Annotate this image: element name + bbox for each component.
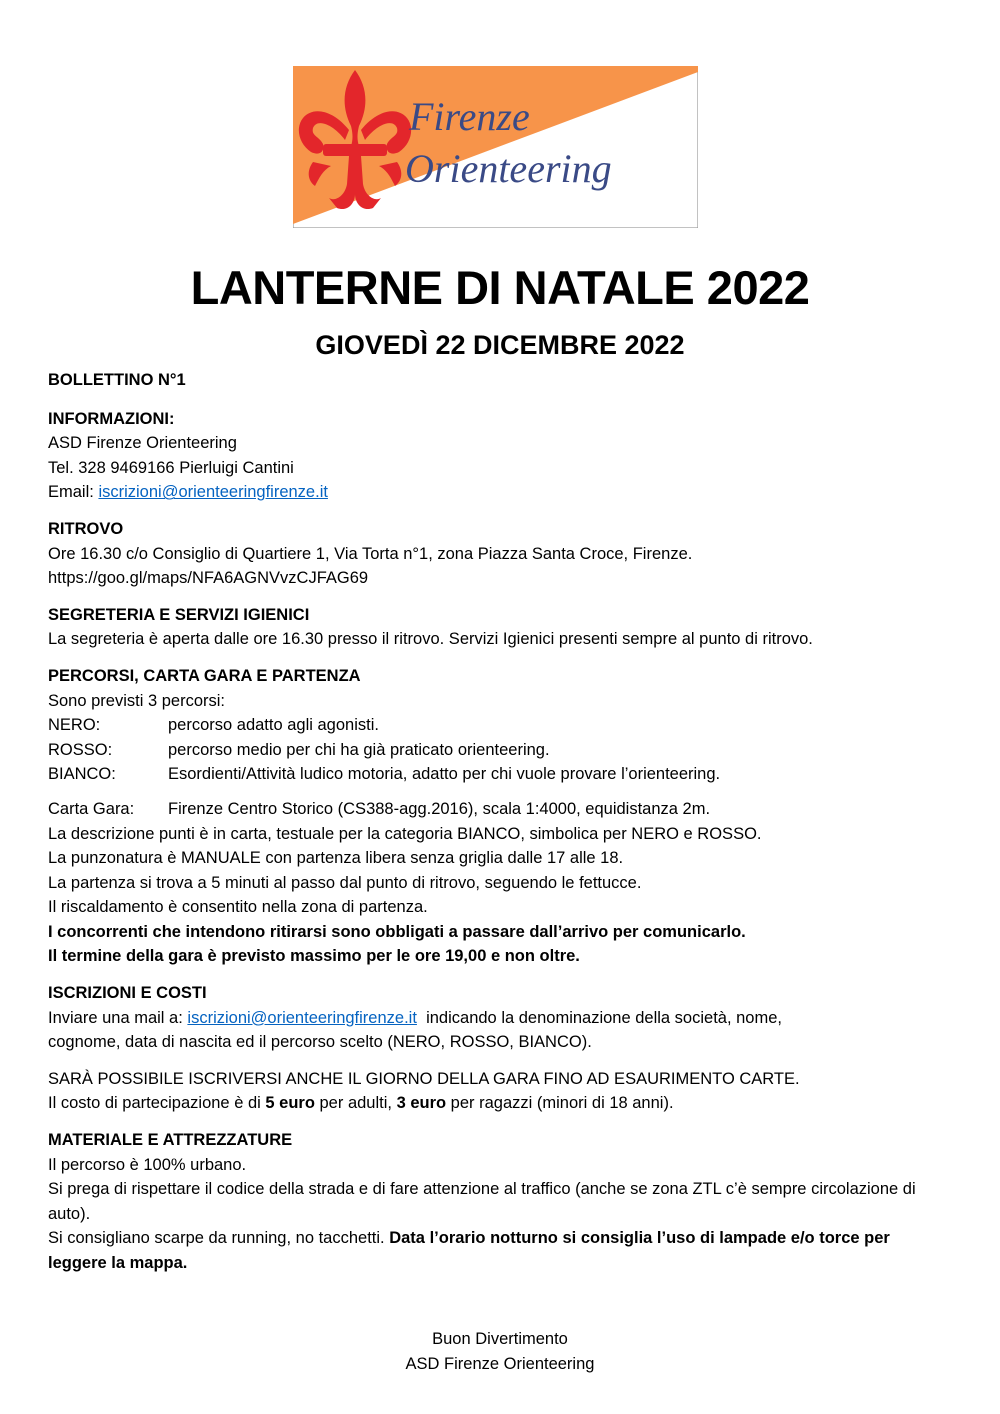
event-date: GIOVEDÌ 22 DICEMBRE 2022 (315, 330, 685, 360)
map-description: Firenze Centro Storico (CS388-agg.2016), scala 1:4000, equidistanza 2m. (168, 799, 711, 818)
bulletin-content (48, 368, 948, 1288)
course-label: NERO: (48, 716, 101, 735)
closing-signature: ASD Firenze Orienteering (405, 1355, 595, 1373)
section-segreteria (48, 603, 948, 652)
urban-course-text: Il percorso è 100% urbano. (48, 1155, 247, 1174)
section-percorsi (48, 664, 948, 969)
phone-line: Tel. 328 9469166 Pierluigi Cantini (48, 458, 294, 477)
cost-adult: 5 euro (265, 1094, 315, 1113)
course-label: ROSSO: (48, 740, 113, 759)
maps-url: https://goo.gl/maps/NFA6AGNVvzCJFAG69 (48, 569, 369, 588)
footer (0, 1327, 1000, 1377)
section-informazioni (48, 407, 948, 505)
course-label: BIANCO: (48, 765, 116, 784)
withdrawal-notice: I concorrenti che intendono ritirarsi sono obbligati a passare dall’arrivo per comunicarlo. (48, 922, 746, 941)
section-ritrovo (48, 517, 948, 591)
course-row-nero (48, 713, 948, 738)
email-line (48, 480, 948, 505)
end-time-notice: Il termine della gara è previsto massimo per le ore 19,00 e non oltre. (48, 947, 580, 966)
cost-line (48, 1091, 948, 1116)
cost-kids: 3 euro (396, 1094, 447, 1113)
section-heading: RITROVO (48, 519, 124, 538)
section-heading: SEGRETERIA E SERVIZI IGIENICI (48, 605, 310, 624)
section-materiale (48, 1128, 948, 1276)
email-link[interactable]: iscrizioni@orienteeringfirenze.it (98, 483, 328, 502)
section-heading: PERCORSI, CARTA GARA E PARTENZA (48, 666, 361, 685)
section-iscrizioni (48, 981, 948, 1116)
course-description: Esordienti/Attività ludico motoria, adatto per chi vuole provare l’orienteering. (168, 765, 721, 784)
svg-text:Orienteering: Orienteering (405, 146, 612, 191)
firenze-orienteering-logo (293, 66, 698, 228)
registration-details: cognome, data di nascita ed il percorso scelto (NERO, ROSSO, BIANCO). (48, 1033, 592, 1052)
cost-text: per ragazzi (minori di 18 anni). (446, 1094, 674, 1113)
cost-text: Il costo di partecipazione è di (48, 1094, 266, 1113)
closing-greeting: Buon Divertimento (432, 1330, 568, 1348)
section-heading: MATERIALE E ATTREZZATURE (48, 1131, 293, 1150)
segreteria-text: La segreteria è aperta dalle ore 16.30 presso il ritrovo. Servizi Igienici presenti sempre al punto di ritrovo. (48, 630, 813, 649)
info-line: La partenza si trova a 5 minuti al passo dal punto di ritrovo, seguendo le fettucce. (48, 873, 642, 892)
same-day-notice: SARÀ POSSIBILE ISCRIVERSI ANCHE IL GIORNO DELLA GARA FINO AD ESAURIMENTO CARTE. (48, 1069, 800, 1088)
organizer-name: ASD Firenze Orienteering (48, 434, 237, 453)
equipment-notice (48, 1226, 948, 1275)
info-line: Il riscaldamento è consentito nella zona di partenza. (48, 898, 428, 917)
bulletin-number: BOLLETTINO N°1 (48, 371, 186, 389)
shoes-text: Si consigliano scarpe da running, no tacchetti. (48, 1229, 390, 1248)
course-description: percorso medio per chi ha già praticato orienteering. (168, 740, 550, 759)
section-heading: INFORMAZIONI: (48, 409, 175, 428)
email-label: Email: (48, 483, 99, 502)
lamp-notice: Data l’orario notturno si consiglia l’uso di lampade e/o torce per leggere la mappa. (48, 1229, 890, 1272)
svg-text:Firenze: Firenze (409, 94, 530, 139)
registration-line (48, 1006, 948, 1031)
document-title: LANTERNE DI NATALE 2022 (190, 261, 810, 314)
section-heading: ISCRIZIONI E COSTI (48, 984, 207, 1003)
course-row-rosso (48, 738, 948, 763)
course-row-bianco (48, 762, 948, 787)
cost-text: per adulti, (314, 1094, 397, 1113)
map-row (48, 797, 948, 822)
courses-intro: Sono previsti 3 percorsi: (48, 691, 225, 710)
info-line: La descrizione punti è in carta, testuale per la categoria BIANCO, simbolica per NERO e ROSSO. (48, 824, 762, 843)
registration-email-link[interactable]: iscrizioni@orienteeringfirenze.it (187, 1008, 417, 1027)
info-line: La punzonatura è MANUALE con partenza libera senza griglia dalle 17 alle 18. (48, 849, 624, 868)
meeting-point-text: Ore 16.30 c/o Consiglio di Quartiere 1, Via Torta n°1, zona Piazza Santa Croce, Firenze. (48, 544, 693, 563)
registration-prefix: Inviare una mail a: (48, 1008, 188, 1027)
registration-suffix: indicando la denominazione della società, nome, (416, 1008, 782, 1027)
traffic-notice: Si prega di rispettare il codice della strada e di fare attenzione al traffico (anche se zona ZTL c’è sempre circolazione di auto). (48, 1180, 916, 1223)
course-description: percorso adatto agli agonisti. (168, 716, 379, 735)
map-label: Carta Gara: (48, 799, 135, 818)
